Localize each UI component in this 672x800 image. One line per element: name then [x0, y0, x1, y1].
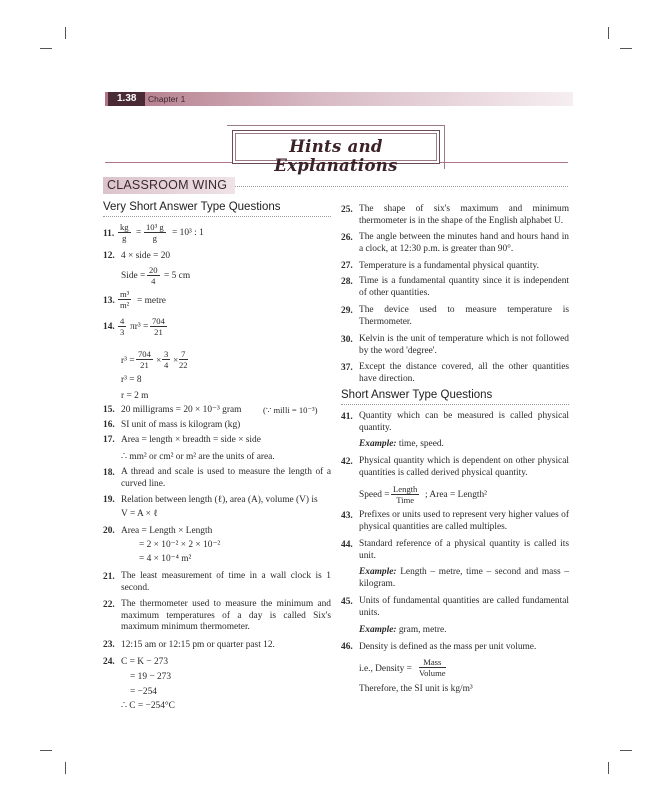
q-number: 24. [103, 657, 115, 667]
fraction: Length Time [393, 484, 418, 505]
crop-mark [608, 27, 609, 39]
q-number: 11. [103, 229, 115, 239]
crop-mark [65, 27, 66, 39]
section-heading-very-short: Very Short Answer Type Questions [103, 201, 281, 213]
q-number: 25. [341, 205, 353, 215]
fraction: $\frac{4}{3}$ [120, 316, 125, 337]
q-number: 18. [103, 468, 115, 478]
title-box [232, 130, 440, 175]
fraction: $\frac{\text{m³}}{\text{m²}}$ [120, 289, 130, 310]
q-number: 22. [103, 600, 115, 610]
q-number: 37. [341, 363, 353, 373]
q-number: 46. [341, 642, 353, 652]
fraction: $\frac{704}{21}$ [138, 349, 151, 370]
fraction: $\frac{\text{10³ g}}{g}$ [146, 222, 164, 243]
fraction: $\frac{kg}{g}$ [120, 222, 129, 243]
page-number: 1.38 [108, 92, 145, 106]
q-number: 20. [103, 526, 115, 536]
crop-mark [40, 48, 52, 49]
crop-mark [40, 750, 52, 751]
q-number: 44. [341, 540, 353, 550]
crop-mark [620, 48, 632, 49]
title-rule-right [440, 162, 568, 163]
q-number: 13. [103, 296, 115, 306]
wing-rule [235, 186, 568, 187]
q-number: 30. [341, 335, 353, 345]
q-number: 12. [103, 251, 115, 261]
q11-result: = 10³ : 1 [172, 228, 204, 238]
section-rule [341, 404, 569, 405]
page-title: Hints and Explanations [274, 137, 398, 175]
q-number: 43. [341, 511, 353, 521]
q-number: 17. [103, 435, 115, 445]
q-number: 42. [341, 457, 353, 467]
section-rule [103, 216, 331, 217]
q-number: 15. [103, 405, 115, 415]
q-number: 45. [341, 597, 353, 607]
section-heading-short: Short Answer Type Questions [341, 389, 493, 401]
q-number: 23. [103, 640, 115, 650]
crop-mark [65, 762, 66, 774]
crop-mark [620, 750, 632, 751]
fraction: Mass Volume [419, 657, 446, 678]
q-number: 28. [341, 277, 353, 287]
q-number: 14. [103, 322, 115, 332]
fraction: $\frac{704}{21}$ [152, 316, 165, 337]
title-rule-left [105, 162, 232, 163]
fraction: $\frac{3}{4}$ [164, 349, 169, 370]
fraction: $\frac{7}{22}$ [179, 349, 188, 370]
q-number: 16. [103, 420, 115, 430]
q-number: 29. [341, 306, 353, 316]
q-number: 26. [341, 233, 353, 243]
q-number: 41. [341, 412, 353, 422]
chapter-label: Chapter 1 [148, 94, 186, 104]
crop-mark [608, 762, 609, 774]
wing-banner [103, 177, 235, 194]
q-number: 27. [341, 261, 353, 271]
q-number: 19. [103, 495, 115, 505]
q-number: 21. [103, 572, 115, 582]
wing-label: CLASSROOM WING [107, 178, 228, 192]
fraction: $\frac{20}{4}$ [149, 265, 158, 286]
